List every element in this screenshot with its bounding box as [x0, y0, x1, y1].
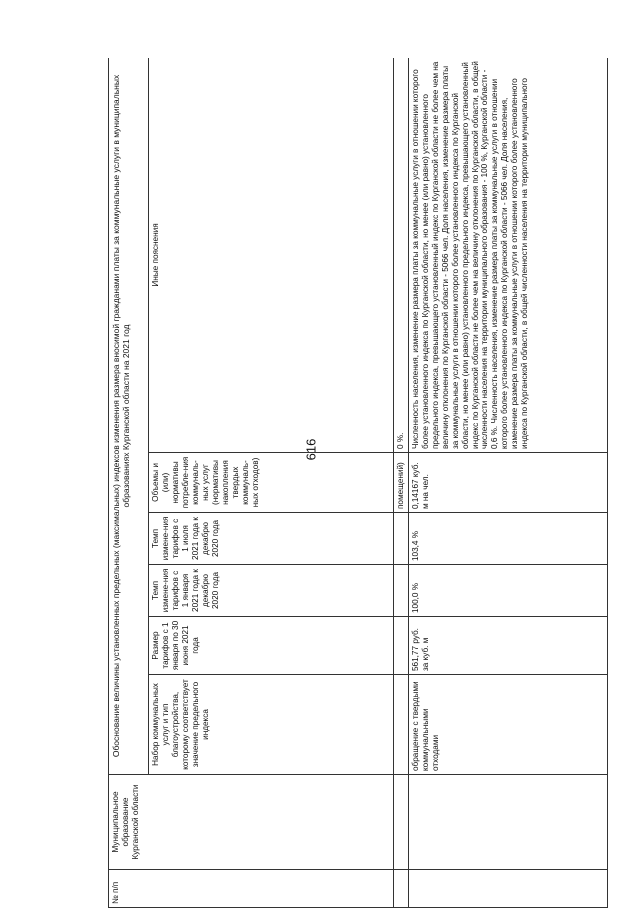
header-rate-jul: Темп измене-ния тарифов с 1 июля 2021 года к декабрю 2020 года: [149, 513, 394, 565]
cell-volumes-continuation: помещений): [394, 453, 409, 513]
table-row: [409, 58, 608, 908]
table-header-row-1: [109, 58, 149, 908]
cell-empty: [394, 617, 409, 675]
cell-empty: [394, 513, 409, 565]
header-volumes: Объемы и (или) нормативы потребле-ния коммуналь-ных услуг (нормативы накопления твердых коммуналь-ных отходов): [149, 453, 394, 513]
header-rate-jan: Темп измене-ния тарифов с 1 января 2021 года к декабрю 2020 года: [149, 565, 394, 617]
cell-rate-jul: 103,4 %: [409, 513, 608, 565]
justification-table: [108, 58, 608, 908]
header-tariff-size: Размер тарифов с 1 января по 30 июня 2021 года: [149, 617, 394, 675]
cell-empty: [394, 565, 409, 617]
cell-empty: [394, 775, 409, 870]
cell-volumes: 0,14167 куб. м на чел.: [409, 453, 608, 513]
table-sheet: [108, 58, 608, 908]
cell-municipality: [409, 775, 608, 870]
header-num: № п/п: [109, 870, 394, 908]
cell-rate-jan: 100,0 %: [409, 565, 608, 617]
header-justification-title: Обоснование величины установленных предельных (максимальных) индексов изменения размера вносимой гражданами платы за коммунальные услуги в муниципальных образованиях Курганской области на 2021 год: [109, 58, 149, 775]
header-set-of-services: Набор коммунальных услуг и тип благоустройства, которому соответствует значение предельного индекса: [149, 675, 394, 775]
cell-empty: [394, 675, 409, 775]
cell-other-notes: Численность населения, изменение размера платы за коммунальные услуги в отношении которого более установленного индекса по Курганской области, но менее (или равно) установленного предельного индекса, превышающего установленный индекс по Курганской области не более чем на величину отклонения по Курганской области - 5066 чел. Доля населения, изменение размера платы за коммунальные услуги в отношении которого более установленного индекса по Курганской области, но менее (или равно) установленного предельного индекса, превышающего установленный индекс по Курганской области не более чем на величину отклонения по Курганской области, в общей численности населения на территории муниципального образования - 100 %, Курганской области - 0,6 %. Численность населения, изменение размера платы за коммунальные услуги в отношении которого более установленного индекса по Курганской области - 5066 чел. Доля населения, изменение размера платы за коммунальные услуги в отношении которого более установленного индекса по Курганской области, в общей численности населения на территории муниципального: [409, 58, 608, 453]
cell-num: [409, 870, 608, 908]
rotated-table-wrapper: [108, 58, 608, 908]
page-number: 616: [303, 438, 319, 461]
cell-tariff-size: 561,77 руб. за куб. м: [409, 617, 608, 675]
cell-set-of-services: обращение с твердыми коммунальными отходами: [409, 675, 608, 775]
cell-empty: [394, 870, 409, 908]
cell-notes-continuation: 0 %.: [394, 58, 409, 453]
header-other-notes: Иные пояснения: [149, 58, 394, 453]
table-row-continuation: [394, 58, 409, 908]
header-municipality: Муниципальное образование Курганской области: [109, 775, 394, 870]
